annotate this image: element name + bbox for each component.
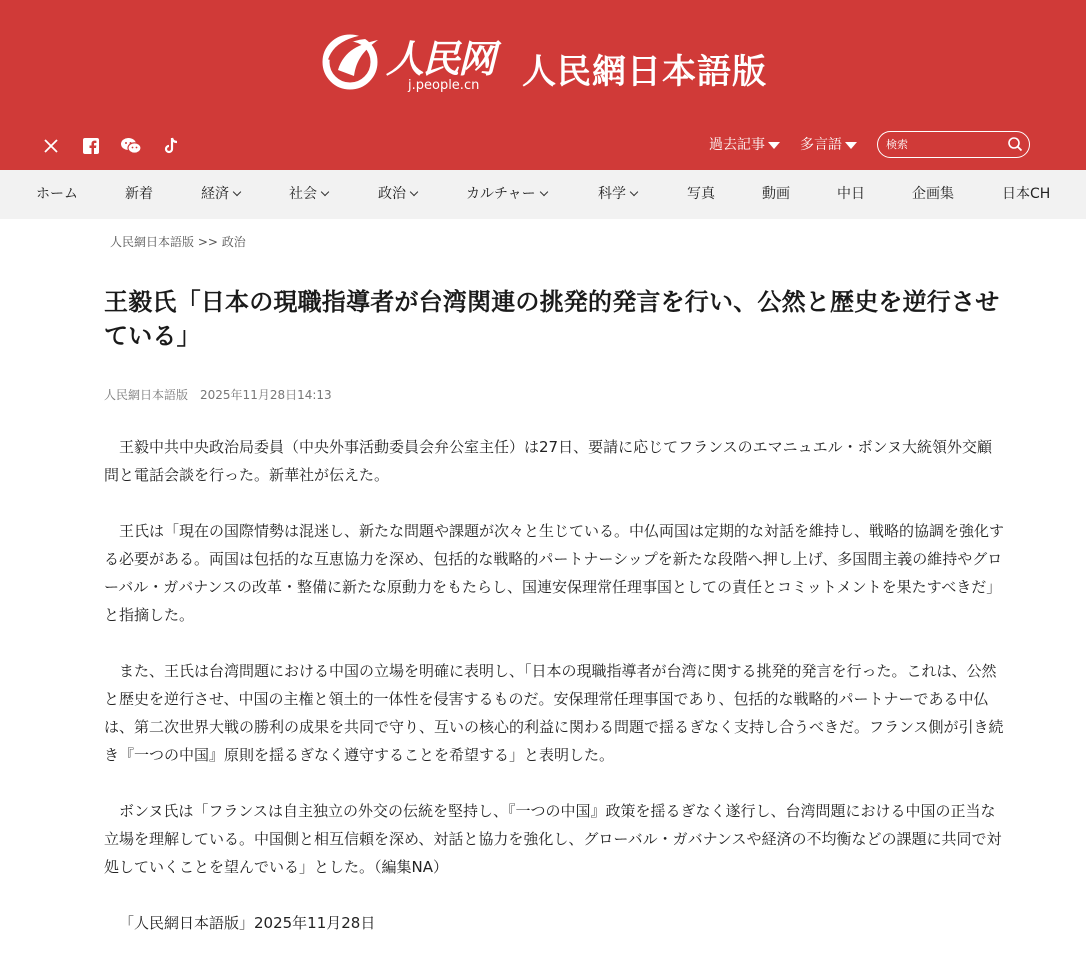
language-label: 多言語 — [800, 137, 842, 153]
site-logo[interactable] — [318, 24, 798, 102]
archive-dropdown[interactable] — [709, 134, 780, 154]
logo-chinese-text: 人民网 — [386, 36, 495, 81]
article-body — [104, 433, 1004, 965]
chevron-down-icon — [233, 188, 241, 196]
nav-label: 中日 — [837, 186, 865, 202]
people-logo-icon — [320, 30, 384, 90]
nav-label: ホーム — [36, 186, 78, 202]
header-tools — [709, 130, 1030, 158]
nav-label: 動画 — [762, 186, 790, 202]
nav-label: カルチャー — [466, 186, 536, 202]
chevron-down-icon — [410, 188, 418, 196]
article-paragraph: 王氏は「現在の国際情勢は混迷し、新たな問題や課題が次々と生じている。中仏両国は定期的な対話を維持し、戦略的協調を強化する必要がある。両国は包括的な互恵協力を深め、包括的な戦略的パートナーシップを新たな段階へ押し上げ、多国間主義の維持やグローバル・ガバナンスの改革・整備に新たな原動力をもたらし、国連安保理常任理事国としての責任とコミットメントを果たすべきだ」と指摘した。 — [104, 522, 1005, 624]
nav-item-latest[interactable] — [125, 170, 153, 219]
nav-item-china-japan[interactable] — [837, 170, 865, 219]
site-header — [0, 0, 1086, 170]
article-paragraph: ボンヌ氏は「フランスは自主独立の外交の伝統を堅持し、『一つの中国』政策を揺るぎなく遂行し、台湾問題における中国の正当な立場を理解している。中国側と相互信頼を深め、対話と協力を強化し、グローバル・ガバナンスや経済の不均衡などの課題に共同で対処していくことを望んでいる」とした。（編集NA） — [104, 802, 1002, 876]
article-source: 人民網日本語版 — [104, 388, 189, 402]
caret-down-icon — [768, 142, 780, 149]
nav-item-politics[interactable] — [378, 170, 417, 219]
search-input[interactable] — [886, 138, 998, 151]
nav-label: 経済 — [201, 186, 229, 202]
chevron-down-icon — [630, 188, 638, 196]
nav-label: 企画集 — [912, 186, 954, 202]
breadcrumb-section-link[interactable]: 政治 — [221, 235, 246, 249]
article-paragraph: 王毅中共中央政治局委員（中央外事活動委員会弁公室主任）は27日、要請に応じてフランスのエマニュエル・ボンヌ大統領外交顧問と電話会談を行った。新華社が伝えた。 — [104, 438, 993, 484]
breadcrumb — [110, 233, 246, 250]
nav-item-science[interactable] — [598, 170, 637, 219]
chevron-down-icon — [321, 188, 329, 196]
tiktok-icon[interactable] — [160, 135, 182, 157]
nav-label: 新着 — [125, 186, 153, 202]
nav-item-photo[interactable] — [687, 170, 715, 219]
nav-label: 日本CH — [1002, 186, 1051, 202]
article-datetime: 2025年11月28日14:13 — [200, 388, 332, 402]
search-icon[interactable] — [1007, 136, 1023, 152]
nav-item-video[interactable] — [762, 170, 790, 219]
search-box — [877, 131, 1030, 158]
article-footer-credit: 「人民網日本語版」2025年11月28日 — [119, 914, 376, 932]
language-dropdown[interactable] — [800, 134, 857, 154]
nav-label: 政治 — [378, 186, 406, 202]
nav-item-culture[interactable] — [466, 170, 547, 219]
breadcrumb-home-link[interactable]: 人民網日本語版 — [110, 235, 195, 249]
wechat-icon[interactable] — [120, 135, 142, 157]
article-title: 王毅氏「日本の現職指導者が台湾関連の挑発的発言を行い、公然と歴史を逆行させている」 — [104, 288, 1000, 350]
article-meta — [104, 386, 332, 403]
nav-item-home[interactable] — [36, 170, 78, 219]
chevron-down-icon — [539, 188, 547, 196]
nav-item-economy[interactable] — [201, 170, 240, 219]
article-paragraph: また、王氏は台湾問題における中国の立場を明確に表明し、「日本の現職指導者が台湾に関する挑発的発言を行った。これは、公然と歴史を逆行させ、中国の主権と領土的一体性を侵害するものだ。安保理常任理事国であり、包括的な戦略的パートナーである中仏は、第二次世界大戦の勝利の成果を共同で守り、互いの核心的利益に関わる問題で揺るぎなく支持し合うべきだ。フランス側が引き続き『一つの中国』原則を揺るぎなく遵守することを希望する」と表明した。 — [104, 662, 1004, 764]
facebook-icon[interactable] — [80, 135, 102, 157]
logo-url-text: j.people.cn — [408, 78, 480, 93]
caret-down-icon — [845, 142, 857, 149]
logo-japanese-title: 人民網日本語版 — [522, 52, 767, 92]
nav-item-japan-ch[interactable] — [1002, 170, 1050, 219]
social-links — [40, 134, 200, 158]
nav-label: 科学 — [598, 186, 626, 202]
nav-item-society[interactable] — [289, 170, 328, 219]
breadcrumb-separator: >> — [197, 235, 218, 249]
nav-item-features[interactable] — [912, 170, 954, 219]
main-nav — [0, 170, 1086, 219]
x-icon[interactable] — [40, 135, 62, 157]
nav-label: 社会 — [289, 186, 317, 202]
archive-label: 過去記事 — [709, 137, 765, 153]
nav-label: 写真 — [687, 186, 715, 202]
